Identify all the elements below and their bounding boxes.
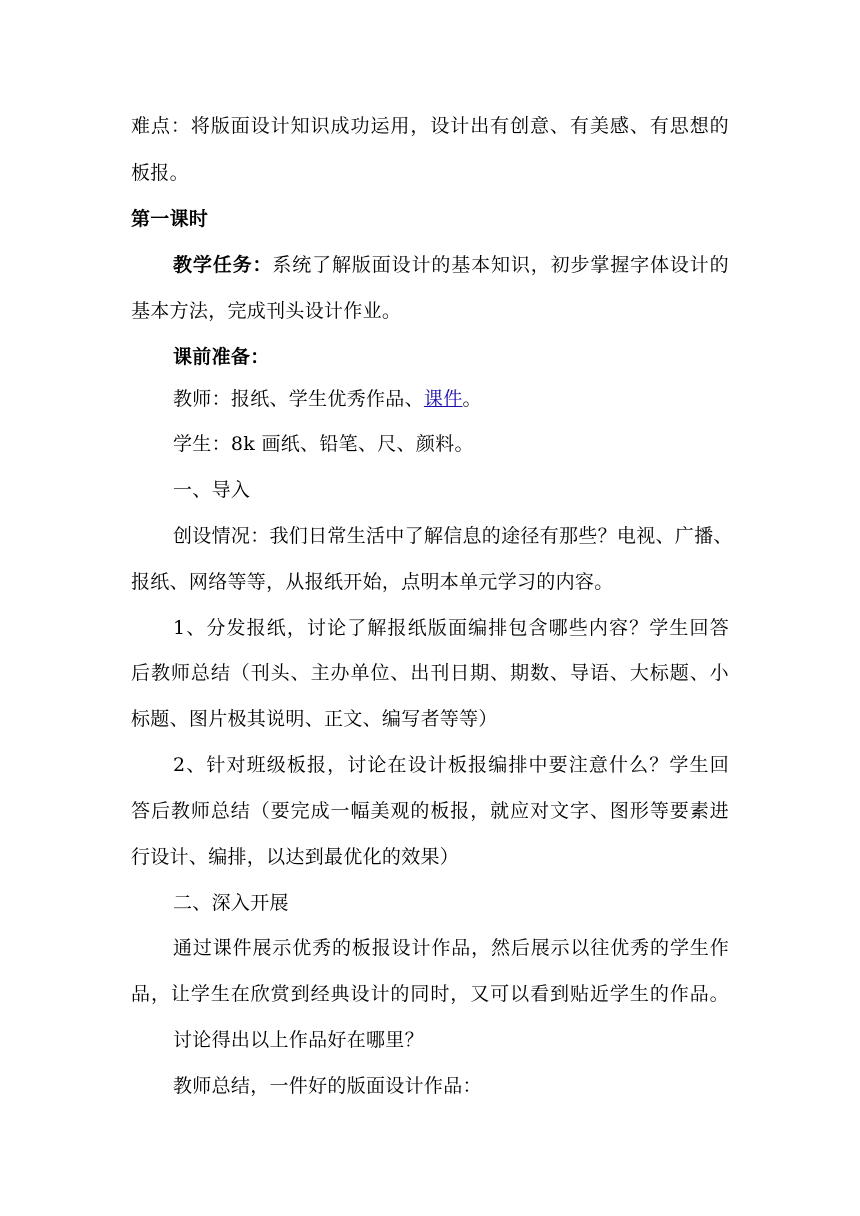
teacher-prep — [173, 386, 482, 412]
scenario-line-2: 报纸、网络等等，从报纸开始，点明本单元学习的内容。 — [131, 571, 614, 593]
teacher-summary: 教师总结，一件好的版面设计作品： — [173, 1075, 482, 1097]
section-intro: 一、导入 — [173, 479, 251, 501]
task-text: 系统了解版面设计的基本知识，初步掌握字体设计的 — [272, 254, 729, 276]
item2-line-1: 2、针对班级板报，讨论在设计板报编排中要注意什么？学生回 — [173, 754, 729, 776]
task-line-2: 基本方法，完成刊头设计作业。 — [131, 300, 402, 322]
showcase-line-1: 通过课件展示优秀的板报设计作品，然后展示以往优秀的学生作 — [173, 937, 729, 959]
teacher-prep-suffix: 。 — [462, 388, 482, 410]
item1-line-1: 1、分发报纸，讨论了解报纸版面编排包含哪些内容？学生回答 — [173, 617, 729, 639]
section-develop: 二、深入开展 — [173, 892, 289, 914]
task-label: 教学任务： — [173, 254, 273, 276]
showcase-line-2: 品，让学生在欣赏到经典设计的同时，又可以看到贴近学生的作品。 — [131, 983, 729, 1005]
item1-line-3: 标题、图片极其说明、正文、编写者等等） — [131, 708, 498, 730]
scenario-line-1: 创设情况：我们日常生活中了解信息的途径有那些？电视、广播、 — [173, 525, 733, 547]
item2-line-3: 行设计、编排，以达到最优化的效果） — [131, 846, 460, 868]
item2-line-2: 答后教师总结（要完成一幅美观的板报，就应对文字、图形等要素进 — [131, 800, 729, 822]
item1-line-2: 后教师总结（刊头、主办单位、出刊日期、期数、导语、大标题、小 — [131, 662, 729, 684]
prep-label: 课前准备： — [173, 346, 270, 368]
task-line-1 — [173, 252, 729, 278]
difficulty-line-2: 板报。 — [131, 162, 189, 184]
discussion-question: 讨论得出以上作品好在哪里？ — [173, 1029, 424, 1051]
courseware-link[interactable]: 课件 — [423, 388, 463, 410]
difficulty-line-1: 难点：将版面设计知识成功运用，设计出有创意、有美感、有思想的 — [131, 115, 729, 137]
student-prep: 学生：8k 画纸、铅笔、尺、颜料。 — [173, 433, 474, 455]
lesson-title: 第一课时 — [131, 208, 209, 230]
teacher-prep-text: 教师：报纸、学生优秀作品、 — [173, 388, 424, 410]
